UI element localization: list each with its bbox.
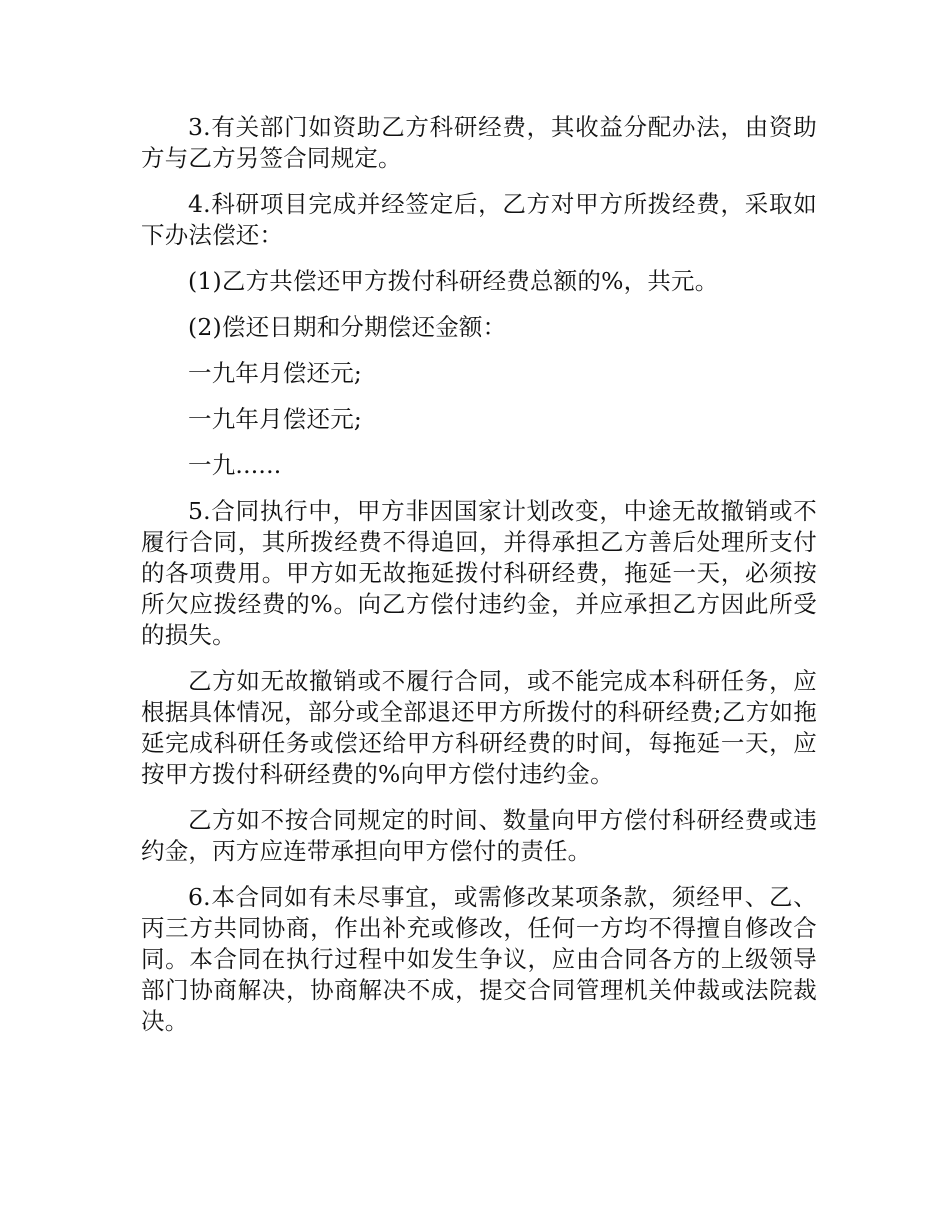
clause-4-paragraph: 4.科研项目完成并经签定后，乙方对甲方所拨经费，采取如下办法偿还： xyxy=(141,190,817,249)
party-b-breach-paragraph: 乙方如无故撤销或不履行合同，或不能完成本科研任务，应根据具体情况，部分或全部退还甲方所拨付的科研经费;乙方如拖延完成科研任务或偿还给甲方科研经费的时间，每拖延一天，应按甲方拨付科研经费的%向甲方偿付违约金。 xyxy=(141,667,817,788)
clause-6-paragraph: 6.本合同如有未尽事宜，或需修改某项条款，须经甲、乙、丙三方共同协商，作出补充或修改，任何一方均不得擅自修改合同。本合同在执行过程中如发生争议，应由合同各方的上级领导部门协商解决，协商解决不成，提交合同管理机关仲裁或法院裁决。 xyxy=(141,883,817,1035)
document-page xyxy=(141,112,817,1052)
clause-3-paragraph: 3.有关部门如资助乙方科研经费，其收益分配办法，由资助方与乙方另签合同规定。 xyxy=(141,113,817,172)
party-c-guarantee-paragraph: 乙方如不按合同规定的时间、数量向甲方偿付科研经费或违约金，丙方应连带承担向甲方偿付的责任。 xyxy=(141,806,817,865)
repayment-schedule-line: 一九年月偿还元; xyxy=(188,405,363,433)
repayment-schedule-line: 一九...... xyxy=(188,451,282,479)
repayment-schedule-line: 一九年月偿还元; xyxy=(188,359,363,387)
clause-5-paragraph: 5.合同执行中，甲方非因国家计划改变，中途无故撤销或不履行合同，其所拨经费不得追回，并得承担乙方善后处理所支付的各项费用。甲方如无故拖延拨付科研经费，拖延一天，必须按所欠应拨经费的%。向乙方偿付违约金，并应承担乙方因此所受的损失。 xyxy=(141,497,817,649)
clause-4-item-2: (2)偿还日期和分期偿还金额： xyxy=(188,313,507,341)
clause-4-item-1: (1)乙方共偿还甲方拨付科研经费总额的%，共元。 xyxy=(188,267,719,295)
